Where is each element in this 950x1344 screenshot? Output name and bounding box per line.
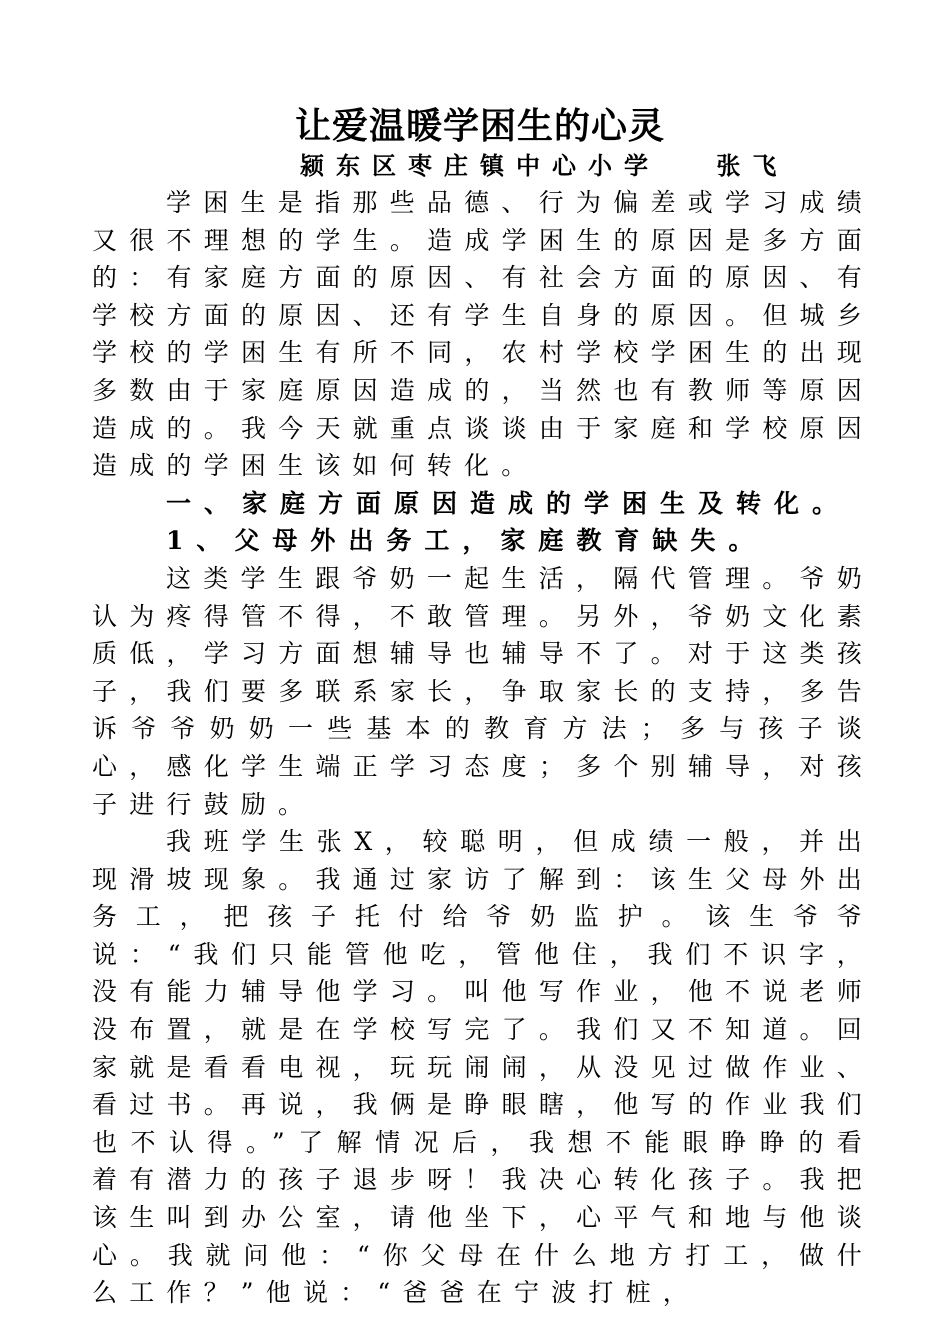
- document-title: 让爱温暖学困生的心灵: [294, 105, 665, 147]
- paragraph-intro: 学困生是指那些品德、行为偏差或学习成绩又很不理想的学生。造成学困生的原因是多方面的：有家庭方面的原因、有社会方面的原因、有学校方面的原因、还有学生自身的原因。但城乡学校的学困生有所不同，农村学校学困生的出现多数由于家庭原因造成的，当然也有教师等原因造成的。我今天就重点谈谈由于家庭和学校原因造成的学困生该如何转化。: [92, 188, 874, 481]
- section-heading: 一、家庭方面原因造成的学困生及转化。: [166, 488, 851, 518]
- paragraph-case-study: 我班学生张X，较聪明，但成绩一般，并出现滑坡现象。我通过家访了解到：该生父母外出务工，把孩子托付给爷奶监护。该生爷爷说：“我们只能管他吃，管他住，我们不识字，没有能力辅导他学习。叫他写作业，他不说老师没布置，就是在学校写完了。我们又不知道。回家就是看看电视，玩玩闹闹，从没见过做作业、看过书。再说，我俩是睁眼瞎，他写的作业我们也不认得。”了解情况后，我想不能眼睁睁的看着有潜力的孩子退步呀！我决心转化孩子。我把该生叫到办公室，请他坐下，心平气和地与他谈心。我就问他：“你父母在什么地方打工，做什么工作？”他说：“爸爸在宁波打桩，: [92, 827, 874, 1308]
- author-line: 颍东区枣庄镇中心小学 张飞: [300, 151, 789, 180]
- subsection-heading: 1、父母外出务工，家庭教育缺失。: [166, 526, 767, 556]
- document-body: [92, 184, 874, 1312]
- paragraph-method: 这类学生跟爷奶一起生活，隔代管理。爷奶认为疼得管不得，不敢管理。另外，爷奶文化素质低，学习方面想辅导也辅导不了。对于这类孩子，我们要多联系家长，争取家长的支持，多告诉爷爷奶奶一些基本的教育方法；多与孩子谈心，感化学生端正学习态度；多个别辅导，对孩子进行鼓励。: [92, 563, 874, 819]
